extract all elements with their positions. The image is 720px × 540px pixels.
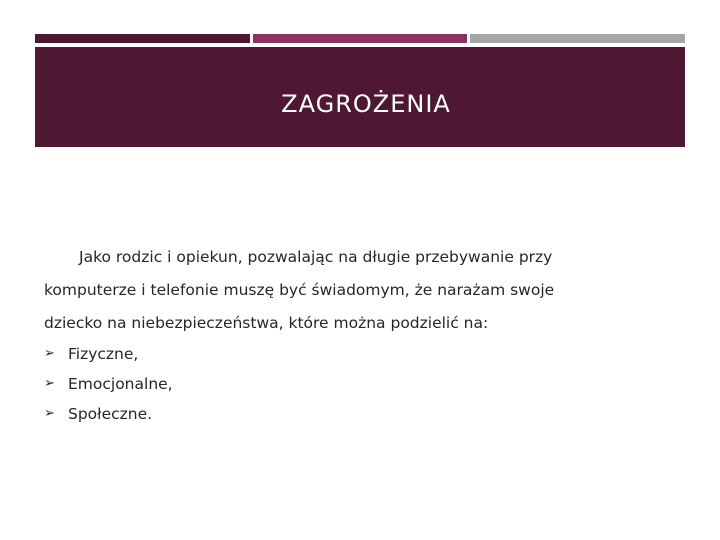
list-item bbox=[44, 369, 173, 399]
arrowhead-icon: ➢ bbox=[44, 376, 55, 391]
paragraph-line: Jako rodzic i opiekun, pozwalając na długie przebywanie przy bbox=[79, 248, 553, 266]
paragraph-line: komputerze i telefonie muszę być świadomym, że narażam swoje bbox=[44, 281, 555, 299]
accent-bar-3 bbox=[470, 34, 685, 43]
arrowhead-icon: ➢ bbox=[44, 346, 55, 361]
list-item-label: Fizyczne, bbox=[68, 345, 139, 363]
slide-title: ZAGROŻENIA bbox=[281, 90, 451, 118]
threat-list bbox=[44, 339, 173, 429]
list-item bbox=[44, 339, 173, 369]
accent-bar-1 bbox=[35, 34, 250, 43]
list-item-label: Emocjonalne, bbox=[68, 375, 173, 393]
accent-bar-2 bbox=[253, 34, 467, 43]
body-paragraph bbox=[44, 241, 644, 340]
paragraph-line: dziecko na niebezpieczeństwa, które można podzielić na: bbox=[44, 314, 489, 332]
list-item bbox=[44, 399, 173, 429]
title-band bbox=[35, 47, 685, 147]
arrowhead-icon: ➢ bbox=[44, 406, 55, 421]
list-item-label: Społeczne. bbox=[68, 405, 153, 423]
